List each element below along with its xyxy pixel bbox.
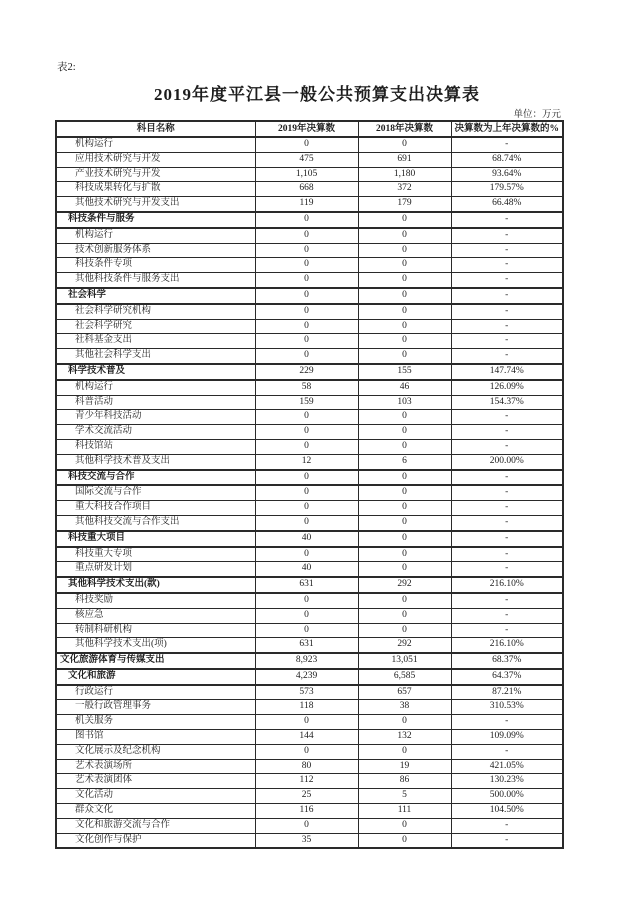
table-row xyxy=(56,167,563,182)
subject-name-cell: 其他社会科学支出 xyxy=(56,349,255,364)
table-row xyxy=(56,501,563,516)
value-2019-cell: 80 xyxy=(255,759,358,774)
subject-name-cell: 科技条件与服务 xyxy=(56,212,255,228)
value-2019-cell: 631 xyxy=(255,577,358,593)
value-2018-cell: 0 xyxy=(358,593,451,608)
value-2018-cell: 103 xyxy=(358,395,451,410)
table-row xyxy=(56,685,563,700)
subject-name-cell: 科技交流与合作 xyxy=(56,470,255,486)
pct-of-prior-year-cell: 500.00% xyxy=(451,789,563,804)
value-2018-cell: 691 xyxy=(358,152,451,167)
table-row xyxy=(56,334,563,349)
table-row xyxy=(56,364,563,380)
table-row xyxy=(56,593,563,608)
value-2019-cell: 0 xyxy=(255,715,358,730)
table-row xyxy=(56,197,563,212)
subject-name-cell: 科技奖励 xyxy=(56,593,255,608)
value-2019-cell: 58 xyxy=(255,380,358,395)
value-2018-cell: 0 xyxy=(358,410,451,425)
subject-name-cell: 其他科学技术支出(项) xyxy=(56,638,255,653)
pct-of-prior-year-cell: - xyxy=(451,623,563,638)
pct-of-prior-year-cell: - xyxy=(451,212,563,228)
table-row xyxy=(56,439,563,454)
value-2018-cell: 0 xyxy=(358,501,451,516)
value-2019-cell: 0 xyxy=(255,212,358,228)
value-2018-cell: 0 xyxy=(358,212,451,228)
pct-of-prior-year-cell: 68.74% xyxy=(451,152,563,167)
pct-of-prior-year-cell: - xyxy=(451,531,563,547)
pct-of-prior-year-cell: - xyxy=(451,501,563,516)
subject-name-cell: 其他科学技术普及支出 xyxy=(56,454,255,469)
value-2019-cell: 0 xyxy=(255,273,358,288)
value-2019-cell: 0 xyxy=(255,485,358,500)
table-row xyxy=(56,818,563,833)
pct-of-prior-year-cell: 126.09% xyxy=(451,380,563,395)
table-row xyxy=(56,515,563,530)
value-2018-cell: 0 xyxy=(358,319,451,334)
subject-name-cell: 社会科学研究机构 xyxy=(56,304,255,319)
value-2018-cell: 6,585 xyxy=(358,669,451,685)
subject-name-cell: 产业技术研究与开发 xyxy=(56,167,255,182)
value-2019-cell: 631 xyxy=(255,638,358,653)
value-2019-cell: 475 xyxy=(255,152,358,167)
subject-name-cell: 社会科学研究 xyxy=(56,319,255,334)
value-2019-cell: 0 xyxy=(255,439,358,454)
value-2018-cell: 0 xyxy=(358,818,451,833)
subject-name-cell: 其他科技交流与合作支出 xyxy=(56,515,255,530)
value-2018-cell: 0 xyxy=(358,273,451,288)
subject-name-cell: 艺术表演团体 xyxy=(56,774,255,789)
table-row xyxy=(56,669,563,685)
pct-of-prior-year-cell: - xyxy=(451,485,563,500)
value-2019-cell: 4,239 xyxy=(255,669,358,685)
subject-name-cell: 文化创作与保护 xyxy=(56,833,255,848)
subject-name-cell: 科技馆站 xyxy=(56,439,255,454)
subject-name-cell: 重大科技合作项目 xyxy=(56,501,255,516)
subject-name-cell: 图书馆 xyxy=(56,730,255,745)
column-header-2019-final: 2019年决算数 xyxy=(255,121,358,137)
pct-of-prior-year-cell: - xyxy=(451,410,563,425)
table-row xyxy=(56,547,563,562)
value-2019-cell: 159 xyxy=(255,395,358,410)
pct-of-prior-year-cell: - xyxy=(451,334,563,349)
value-2019-cell: 0 xyxy=(255,349,358,364)
value-2018-cell: 0 xyxy=(358,715,451,730)
subject-name-cell: 科学技术普及 xyxy=(56,364,255,380)
subject-name-cell: 科技条件专项 xyxy=(56,258,255,273)
table-row xyxy=(56,653,563,669)
value-2018-cell: 0 xyxy=(358,485,451,500)
table-row xyxy=(56,531,563,547)
table-row xyxy=(56,730,563,745)
value-2019-cell: 0 xyxy=(255,547,358,562)
value-2018-cell: 86 xyxy=(358,774,451,789)
pct-of-prior-year-cell: - xyxy=(451,137,563,152)
value-2018-cell: 372 xyxy=(358,182,451,197)
value-2018-cell: 38 xyxy=(358,700,451,715)
table-row xyxy=(56,470,563,486)
pct-of-prior-year-cell: - xyxy=(451,833,563,848)
pct-of-prior-year-cell: - xyxy=(451,243,563,258)
value-2019-cell: 0 xyxy=(255,228,358,243)
pct-of-prior-year-cell: - xyxy=(451,744,563,759)
value-2019-cell: 0 xyxy=(255,470,358,486)
subject-name-cell: 核应急 xyxy=(56,608,255,623)
pct-of-prior-year-cell: - xyxy=(451,470,563,486)
value-2019-cell: 0 xyxy=(255,515,358,530)
value-2019-cell: 0 xyxy=(255,744,358,759)
pct-of-prior-year-cell: - xyxy=(451,547,563,562)
budget-table-body xyxy=(56,137,563,848)
pct-of-prior-year-cell: 421.05% xyxy=(451,759,563,774)
budget-table xyxy=(55,120,564,849)
table-row xyxy=(56,700,563,715)
value-2018-cell: 0 xyxy=(358,547,451,562)
pct-of-prior-year-cell: - xyxy=(451,593,563,608)
value-2019-cell: 1,105 xyxy=(255,167,358,182)
pct-of-prior-year-cell: - xyxy=(451,608,563,623)
value-2018-cell: 0 xyxy=(358,228,451,243)
value-2018-cell: 0 xyxy=(358,137,451,152)
table-row xyxy=(56,137,563,152)
pct-of-prior-year-cell: 109.09% xyxy=(451,730,563,745)
value-2019-cell: 119 xyxy=(255,197,358,212)
value-2018-cell: 657 xyxy=(358,685,451,700)
pct-of-prior-year-cell: - xyxy=(451,273,563,288)
table-row xyxy=(56,577,563,593)
table-row xyxy=(56,395,563,410)
value-2018-cell: 111 xyxy=(358,804,451,819)
table-row xyxy=(56,744,563,759)
value-2018-cell: 179 xyxy=(358,197,451,212)
table-row xyxy=(56,228,563,243)
pct-of-prior-year-cell: - xyxy=(451,425,563,440)
table-row xyxy=(56,789,563,804)
value-2018-cell: 0 xyxy=(358,515,451,530)
column-header-subject-name: 科目名称 xyxy=(56,121,255,137)
value-2019-cell: 40 xyxy=(255,562,358,577)
pct-of-prior-year-cell: - xyxy=(451,818,563,833)
pct-of-prior-year-cell: 64.37% xyxy=(451,669,563,685)
subject-name-cell: 应用技术研究与开发 xyxy=(56,152,255,167)
subject-name-cell: 国际交流与合作 xyxy=(56,485,255,500)
value-2018-cell: 6 xyxy=(358,454,451,469)
pct-of-prior-year-cell: 93.64% xyxy=(451,167,563,182)
value-2019-cell: 0 xyxy=(255,410,358,425)
subject-name-cell: 文化和旅游 xyxy=(56,669,255,685)
table-row xyxy=(56,804,563,819)
table-row xyxy=(56,759,563,774)
value-2019-cell: 229 xyxy=(255,364,358,380)
table-row xyxy=(56,304,563,319)
subject-name-cell: 艺术表演场所 xyxy=(56,759,255,774)
value-2019-cell: 8,923 xyxy=(255,653,358,669)
value-2019-cell: 25 xyxy=(255,789,358,804)
table-row xyxy=(56,638,563,653)
value-2018-cell: 0 xyxy=(358,243,451,258)
value-2019-cell: 0 xyxy=(255,818,358,833)
pct-of-prior-year-cell: 104.50% xyxy=(451,804,563,819)
value-2018-cell: 46 xyxy=(358,380,451,395)
pct-of-prior-year-cell: 216.10% xyxy=(451,577,563,593)
value-2018-cell: 0 xyxy=(358,425,451,440)
value-2018-cell: 19 xyxy=(358,759,451,774)
table-row xyxy=(56,562,563,577)
subject-name-cell: 行政运行 xyxy=(56,685,255,700)
pct-of-prior-year-cell: 154.37% xyxy=(451,395,563,410)
value-2019-cell: 0 xyxy=(255,334,358,349)
subject-name-cell: 其他技术研究与开发支出 xyxy=(56,197,255,212)
value-2019-cell: 116 xyxy=(255,804,358,819)
pct-of-prior-year-cell: 179.57% xyxy=(451,182,563,197)
value-2019-cell: 0 xyxy=(255,593,358,608)
value-2018-cell: 0 xyxy=(358,562,451,577)
table-row xyxy=(56,425,563,440)
table-row xyxy=(56,454,563,469)
value-2019-cell: 0 xyxy=(255,288,358,304)
page-title: 2019年度平江县一般公共预算支出决算表 xyxy=(154,85,480,104)
header-row xyxy=(56,121,563,137)
subject-name-cell: 青少年科技活动 xyxy=(56,410,255,425)
subject-name-cell: 机构运行 xyxy=(56,137,255,152)
table-row xyxy=(56,623,563,638)
value-2019-cell: 0 xyxy=(255,425,358,440)
value-2019-cell: 0 xyxy=(255,258,358,273)
table-row xyxy=(56,319,563,334)
subject-name-cell: 其他科技条件与服务支出 xyxy=(56,273,255,288)
value-2018-cell: 13,051 xyxy=(358,653,451,669)
value-2019-cell: 12 xyxy=(255,454,358,469)
value-2018-cell: 0 xyxy=(358,623,451,638)
pct-of-prior-year-cell: 66.48% xyxy=(451,197,563,212)
subject-name-cell: 重点研发计划 xyxy=(56,562,255,577)
value-2018-cell: 0 xyxy=(358,349,451,364)
table-row xyxy=(56,485,563,500)
pct-of-prior-year-cell: - xyxy=(451,562,563,577)
value-2018-cell: 0 xyxy=(358,258,451,273)
value-2018-cell: 132 xyxy=(358,730,451,745)
pct-of-prior-year-cell: - xyxy=(451,304,563,319)
subject-name-cell: 科技重大项目 xyxy=(56,531,255,547)
value-2019-cell: 0 xyxy=(255,304,358,319)
pct-of-prior-year-cell: - xyxy=(451,319,563,334)
subject-name-cell: 科普活动 xyxy=(56,395,255,410)
value-2019-cell: 573 xyxy=(255,685,358,700)
value-2019-cell: 35 xyxy=(255,833,358,848)
pct-of-prior-year-cell: 216.10% xyxy=(451,638,563,653)
subject-name-cell: 文化和旅游交流与合作 xyxy=(56,818,255,833)
column-header-pct-of-prior-year: 决算数为上年决算数的% xyxy=(451,121,563,137)
table-row xyxy=(56,833,563,848)
subject-name-cell: 社会科学 xyxy=(56,288,255,304)
value-2018-cell: 155 xyxy=(358,364,451,380)
table-row xyxy=(56,273,563,288)
subject-name-cell: 科技成果转化与扩散 xyxy=(56,182,255,197)
column-header-2018-final: 2018年决算数 xyxy=(358,121,451,137)
subject-name-cell: 技术创新服务体系 xyxy=(56,243,255,258)
pct-of-prior-year-cell: 147.74% xyxy=(451,364,563,380)
value-2018-cell: 292 xyxy=(358,577,451,593)
value-2019-cell: 0 xyxy=(255,501,358,516)
pct-of-prior-year-cell: 310.53% xyxy=(451,700,563,715)
value-2018-cell: 0 xyxy=(358,833,451,848)
subject-name-cell: 其他科学技术支出(款) xyxy=(56,577,255,593)
value-2019-cell: 0 xyxy=(255,319,358,334)
table-row xyxy=(56,715,563,730)
pct-of-prior-year-cell: 200.00% xyxy=(451,454,563,469)
value-2019-cell: 0 xyxy=(255,243,358,258)
table-row xyxy=(56,288,563,304)
value-2018-cell: 0 xyxy=(358,608,451,623)
pct-of-prior-year-cell: 68.37% xyxy=(451,653,563,669)
subject-name-cell: 文化活动 xyxy=(56,789,255,804)
pct-of-prior-year-cell: - xyxy=(451,228,563,243)
value-2018-cell: 0 xyxy=(358,531,451,547)
subject-name-cell: 一般行政管理事务 xyxy=(56,700,255,715)
pct-of-prior-year-cell: - xyxy=(451,258,563,273)
table-row xyxy=(56,349,563,364)
table-row xyxy=(56,410,563,425)
value-2018-cell: 292 xyxy=(358,638,451,653)
subject-name-cell: 文化展示及纪念机构 xyxy=(56,744,255,759)
subject-name-cell: 文化旅游体育与传媒支出 xyxy=(56,653,255,669)
value-2018-cell: 0 xyxy=(358,744,451,759)
value-2019-cell: 0 xyxy=(255,623,358,638)
value-2018-cell: 0 xyxy=(358,470,451,486)
table-row xyxy=(56,182,563,197)
table-row xyxy=(56,380,563,395)
table-row xyxy=(56,608,563,623)
table-row xyxy=(56,258,563,273)
value-2019-cell: 40 xyxy=(255,531,358,547)
table-row xyxy=(56,243,563,258)
pct-of-prior-year-cell: - xyxy=(451,349,563,364)
pct-of-prior-year-cell: - xyxy=(451,515,563,530)
unit-label: 单位：万元 xyxy=(513,110,561,120)
pct-of-prior-year-cell: 130.23% xyxy=(451,774,563,789)
subject-name-cell: 转制科研机构 xyxy=(56,623,255,638)
value-2019-cell: 0 xyxy=(255,608,358,623)
pct-of-prior-year-cell: - xyxy=(451,715,563,730)
value-2019-cell: 144 xyxy=(255,730,358,745)
table-row xyxy=(56,152,563,167)
value-2019-cell: 0 xyxy=(255,137,358,152)
subject-name-cell: 机关服务 xyxy=(56,715,255,730)
value-2019-cell: 668 xyxy=(255,182,358,197)
subject-name-cell: 机构运行 xyxy=(56,380,255,395)
value-2018-cell: 0 xyxy=(358,439,451,454)
value-2018-cell: 1,180 xyxy=(358,167,451,182)
table-row xyxy=(56,212,563,228)
table-row xyxy=(56,774,563,789)
subject-name-cell: 群众文化 xyxy=(56,804,255,819)
value-2019-cell: 118 xyxy=(255,700,358,715)
subject-name-cell: 机构运行 xyxy=(56,228,255,243)
value-2018-cell: 0 xyxy=(358,288,451,304)
value-2019-cell: 112 xyxy=(255,774,358,789)
subject-name-cell: 社科基金支出 xyxy=(56,334,255,349)
table-number-label: 表2: xyxy=(57,62,76,73)
value-2018-cell: 5 xyxy=(358,789,451,804)
pct-of-prior-year-cell: - xyxy=(451,439,563,454)
subject-name-cell: 学术交流活动 xyxy=(56,425,255,440)
pct-of-prior-year-cell: - xyxy=(451,288,563,304)
value-2018-cell: 0 xyxy=(358,334,451,349)
pct-of-prior-year-cell: 87.21% xyxy=(451,685,563,700)
subject-name-cell: 科技重大专项 xyxy=(56,547,255,562)
value-2018-cell: 0 xyxy=(358,304,451,319)
